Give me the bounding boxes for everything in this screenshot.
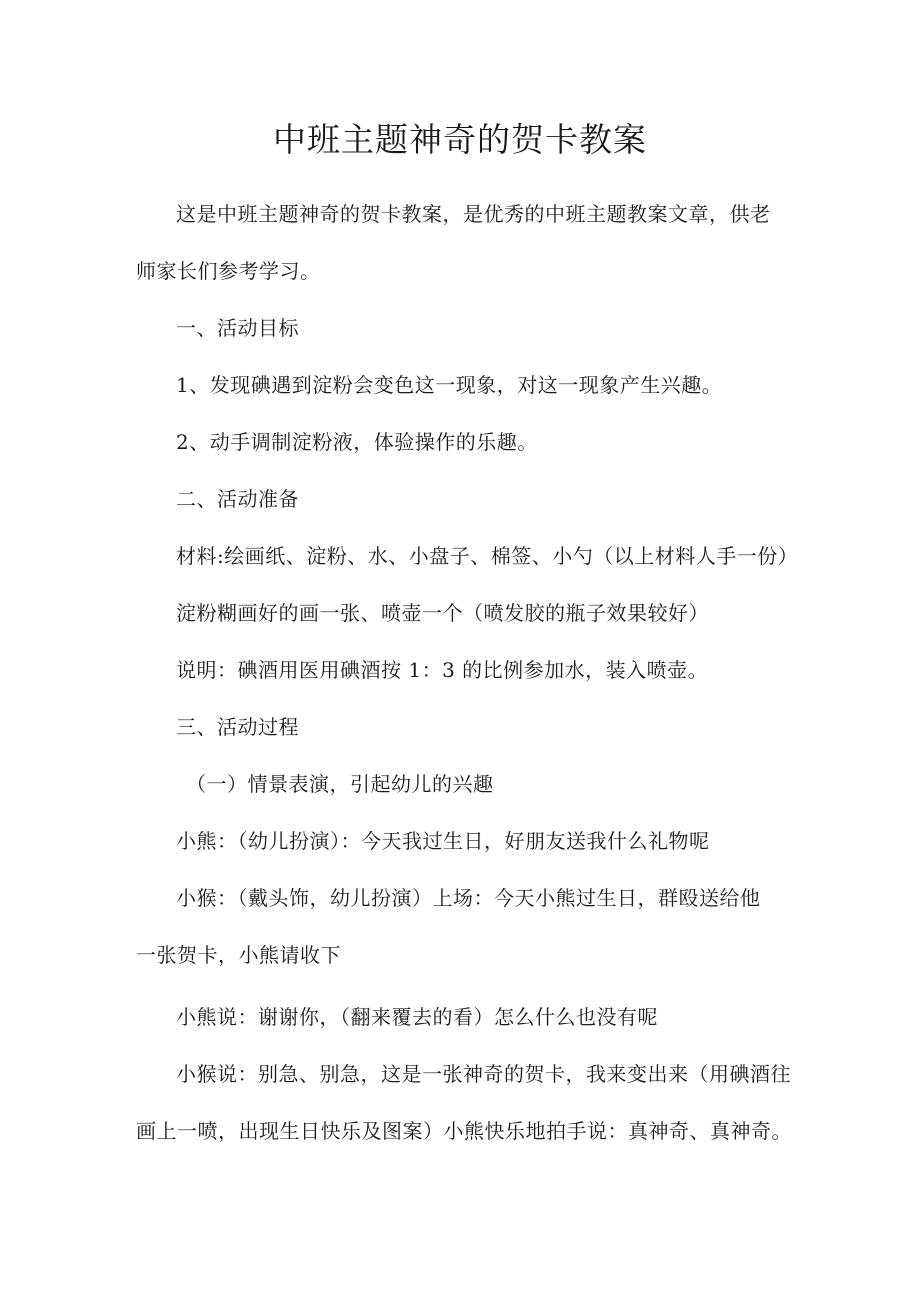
section-heading-process: 三、活动过程 [176, 715, 299, 739]
goal-item-2: 2、动手调制淀粉液，体验操作的乐趣。 [176, 430, 538, 454]
dialogue-monkey-2-line-2: 画上一喷，出现生日快乐及图案）小熊快乐地拍手说：真神奇、真神奇。 [136, 1119, 792, 1143]
goal-item-1: 1、发现碘遇到淀粉会变色这一现象，对这一现象产生兴趣。 [176, 373, 723, 397]
dialogue-monkey-1-line-1: 小猴：（戴头饰，幼儿扮演）上场：今天小熊过生日，群殴送给他 [176, 886, 761, 910]
document-title: 中班主题神奇的贺卡教案 [273, 120, 647, 159]
paragraph-intro-line-2: 师家长们参考学习。 [136, 259, 321, 283]
section-heading-goals: 一、活动目标 [176, 316, 299, 340]
paragraph-intro-line-1: 这是中班主题神奇的贺卡教案，是优秀的中班主题教案文章，供老 [176, 202, 771, 226]
dialogue-monkey-2-line-1: 小猴说：别急、别急，这是一张神奇的贺卡，我来变出来（用碘酒往 [176, 1062, 791, 1086]
process-step-1-heading: （一）情景表演，引起幼儿的兴趣 [186, 772, 494, 796]
preparation-drawing: 淀粉糊画好的画一张、喷壶一个（喷发胶的瓶子效果较好） [176, 601, 709, 625]
preparation-note: 说明：碘酒用医用碘酒按 1：3 的比例参加水，装入喷壶。 [176, 658, 709, 682]
dialogue-bear-2: 小熊说：谢谢你，（翻来覆去的看）怎么什么也没有呢 [176, 1005, 658, 1029]
dialogue-bear-1: 小熊：（幼儿扮演）：今天我过生日，好朋友送我什么礼物呢 [176, 829, 710, 853]
dialogue-monkey-1-line-2: 一张贺卡，小熊请收下 [136, 943, 341, 967]
preparation-materials: 材料:绘画纸、淀粉、水、小盘子、棉签、小勺（以上材料人手一份） [176, 544, 799, 568]
section-heading-preparation: 二、活动准备 [176, 487, 299, 511]
